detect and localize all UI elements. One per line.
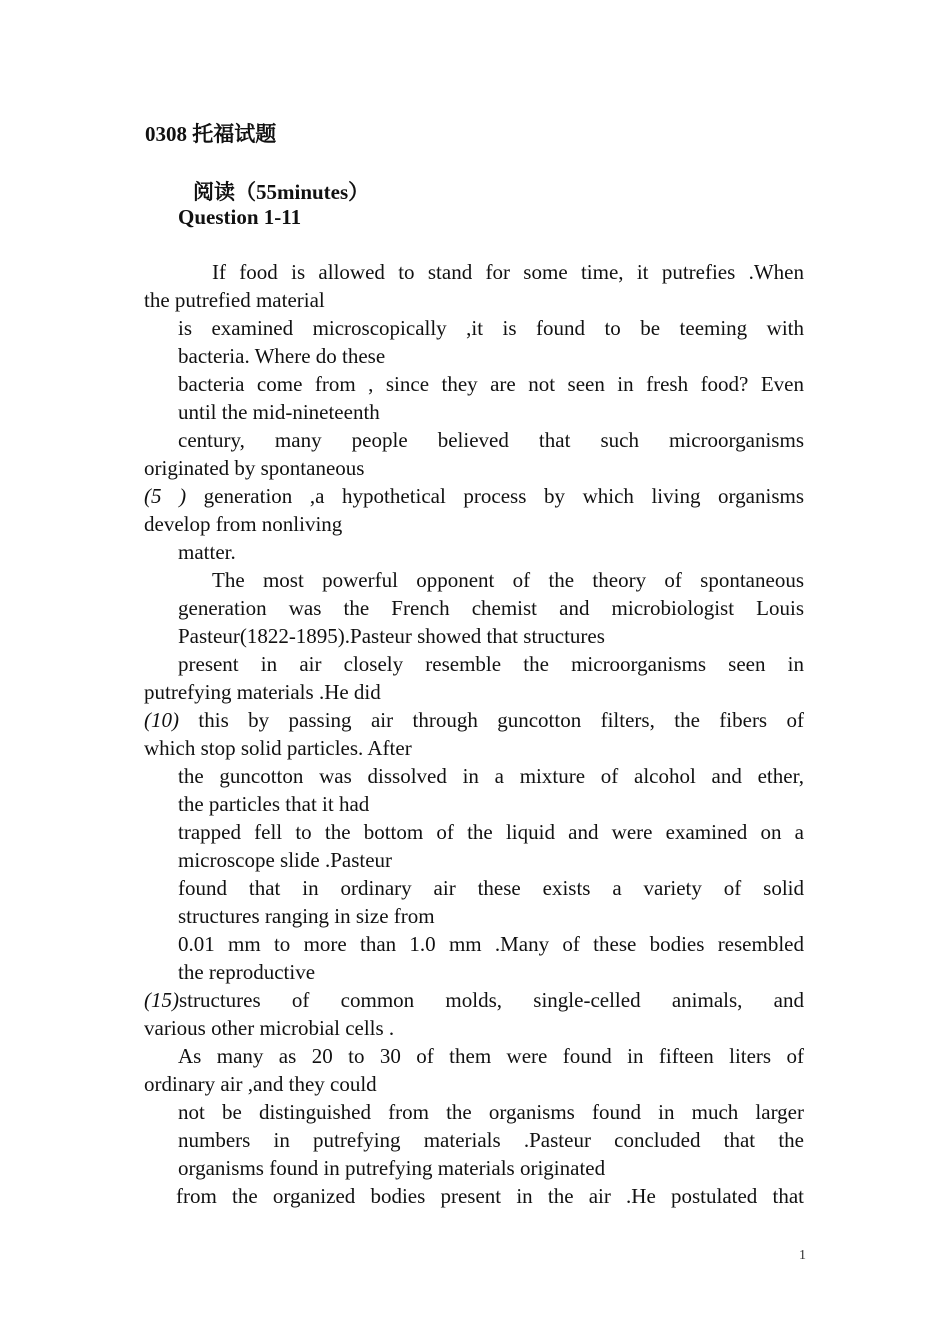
passage-line: is examined microscopically ,it is found to be teeming with (178, 316, 804, 340)
passage-line: ordinary air ,and they could (144, 1072, 377, 1096)
passage-line: develop from nonliving (144, 512, 343, 536)
document-title: 0308 托福试题 (145, 122, 277, 146)
line-number-marker: (10) (144, 708, 179, 732)
passage-line: present in air closely resemble the microorganisms seen in (178, 652, 804, 676)
reading-passage (144, 258, 804, 1210)
question-range: Question 1-11 (178, 205, 302, 229)
passage-line: matter. (178, 540, 236, 564)
passage-line: the reproductive (178, 960, 316, 984)
passage-line: Pasteur(1822-1895).Pasteur showed that structures (178, 624, 605, 648)
passage-line: until the mid-nineteenth (178, 400, 380, 424)
passage-line: from the organized bodies present in the air .He postulated that (176, 1184, 804, 1208)
passage-line: generation was the French chemist and microbiologist Louis (178, 596, 804, 620)
passage-line: organisms found in putrefying materials originated (178, 1156, 606, 1180)
passage-line: microscope slide .Pasteur (178, 848, 393, 872)
passage-line: which stop solid particles. After (144, 736, 412, 760)
passage-line: 0.01 mm to more than 1.0 mm .Many of these bodies resembled (178, 932, 804, 956)
passage-line: the particles that it had (178, 792, 370, 816)
passage-line: (10) this by passing air through guncotton filters, the fibers of (144, 708, 804, 732)
passage-line: the putrefied material (144, 288, 325, 312)
passage-line: If food is allowed to stand for some time, it putrefies .When (212, 260, 804, 284)
passage-line: bacteria come from , since they are not seen in fresh food? Even (178, 372, 804, 396)
section-heading: 阅读（55minutes） (193, 180, 370, 204)
passage-line: (5 ) generation ,a hypothetical process by which living organisms (144, 484, 804, 508)
passage-line: century, many people believed that such microorganisms (178, 428, 804, 452)
passage-line: The most powerful opponent of the theory of spontaneous (212, 568, 804, 592)
passage-line: bacteria. Where do these (178, 344, 386, 368)
passage-line: the guncotton was dissolved in a mixture of alcohol and ether, (178, 764, 804, 788)
passage-line: various other microbial cells . (144, 1016, 395, 1040)
passage-line: structures ranging in size from (178, 904, 435, 928)
passage-line: (15)structures of common molds, single-celled animals, and (144, 988, 804, 1012)
passage-line: trapped fell to the bottom of the liquid and were examined on a (178, 820, 804, 844)
passage-line: found that in ordinary air these exists a variety of solid (178, 876, 804, 900)
passage-line: As many as 20 to 30 of them were found in fifteen liters of (178, 1044, 804, 1068)
passage-line: not be distinguished from the organisms found in much larger (178, 1100, 804, 1124)
passage-line: numbers in putrefying materials .Pasteur concluded that the (178, 1128, 804, 1152)
passage-line: originated by spontaneous (144, 456, 365, 480)
page-number: 1 (799, 1248, 806, 1263)
passage-line: putrefying materials .He did (144, 680, 381, 704)
line-number-marker: (15) (144, 988, 179, 1012)
line-number-marker: (5 ) (144, 484, 187, 508)
